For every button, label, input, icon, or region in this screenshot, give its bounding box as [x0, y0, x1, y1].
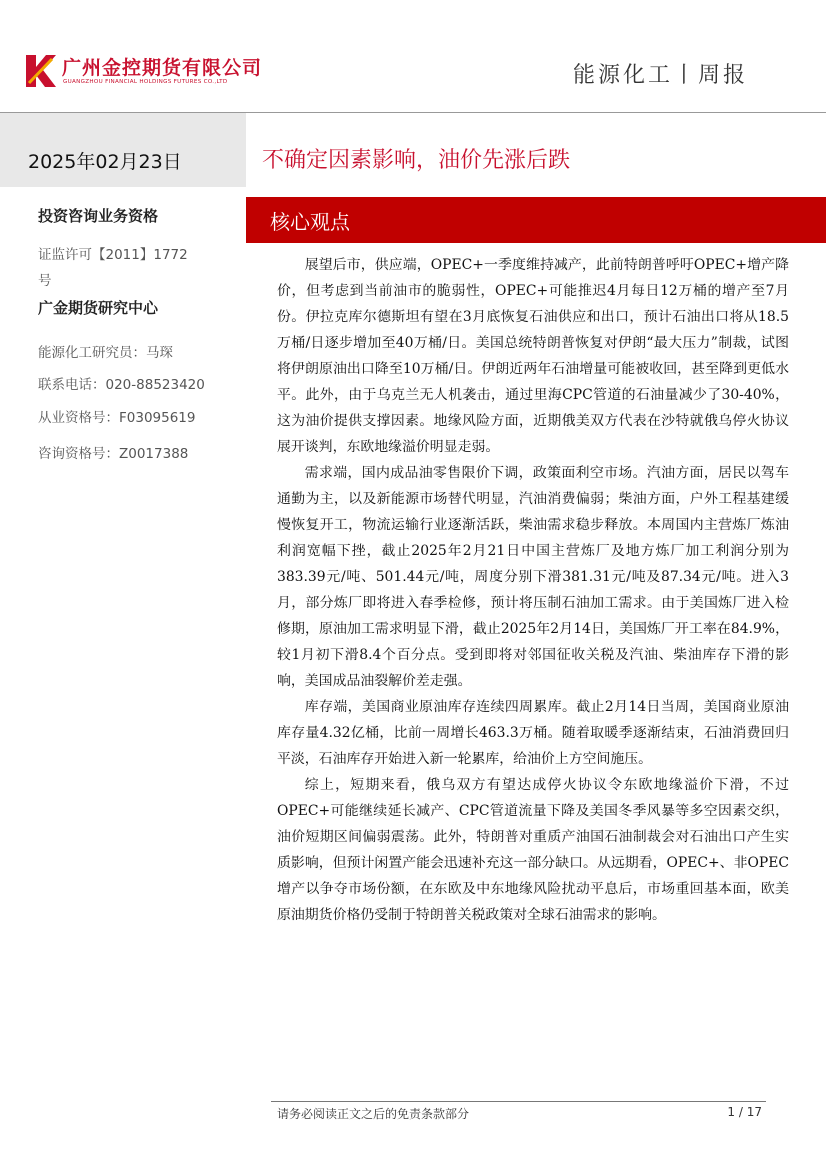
company-name-en: GUANGZHOU FINANCIAL HOLDINGS FUTURES CO.,LTD	[63, 79, 228, 85]
consult-cert: 咨询资格号：Z0017388	[38, 446, 189, 462]
contact-phone: 联系电话：020-88523420	[38, 377, 205, 393]
page-number: 1 / 17	[727, 1105, 762, 1119]
core-viewpoints	[277, 252, 789, 928]
researcher: 能源化工研究员：马琛	[38, 345, 173, 361]
license-line-2: 号	[38, 273, 52, 289]
paragraph-demand: 需求端，国内成品油零售限价下调，政策面利空市场。汽油方面，居民以驾车通勤为主，以及新能源市场替代明显，汽油消费偏弱；柴油方面，户外工程基建缓慢恢复开工，物流运输行业逐渐活跃，柴油需求稳步释放。本周国内主营炼厂炼油利润宽幅下挫，截止2025年2月21日中国主营炼厂及地方炼厂加工利润分别为383.39元/吨、501.44元/吨，周度分别下滑381.31元/吨及87.34元/吨。进入3月，部分炼厂即将进入春季检修，预计将压制石油加工需求。由于美国炼厂进入检修期，原油加工需求明显下滑，截止2025年2月14日，美国炼厂开工率在84.9%，较1月初下滑8.4个百分点。受到即将对邻国征收关税及汽油、柴油库存下滑的影响，美国成品油裂解价差走强。	[277, 465, 789, 689]
section-title: 核心观点	[270, 210, 350, 234]
license-line-1: 证监许可【2011】1772	[38, 247, 188, 263]
paragraph-supply: 展望后市，供应端，OPEC+一季度维持减产，此前特朗普呼吁OPEC+增产降价，但考虑到当前油市的脆弱性，OPEC+可能推迟4月每日12万桶的增产至7月份。伊拉克库尔德斯坦有望在3月底恢复石油供应和出口，预计石油出口将从18.5万桶/日逐步增加至40万桶/日。美国总统特朗普恢复对伊朗“最大压力”制裁，试图将伊朗原油出口降至10万桶/日。伊朗近两年石油增量可能被收回，甚至降到更低水平。此外，由于乌克兰无人机袭击，通过里海CPC管道的石油量减少了30-40%，这为油价提供支撑因素。地缘风险方面，近期俄美双方代表在沙特就俄乌停火协议展开谈判，东欧地缘溢价明显走弱。	[277, 257, 789, 455]
report-title: 不确定因素影响，油价先涨后跌	[262, 148, 571, 173]
report-date: 2025年02月23日	[28, 151, 182, 173]
section-header	[246, 197, 826, 243]
paragraph-inventory: 库存端，美国商业原油库存连续四周累库。截止2月14日当周，美国商业原油库存量4.32亿桶，比前一周增长463.3万桶。随着取暖季逐渐结束，石油消费回归平淡，石油库存开始进入新一轮累库，给油价上方空间施压。	[277, 699, 789, 767]
report-type: 能源化工丨周报	[572, 63, 748, 88]
footer-divider	[271, 1101, 766, 1102]
qualification-heading: 投资咨询业务资格	[38, 207, 159, 225]
company-logo	[24, 50, 274, 94]
paragraph-summary: 综上，短期来看，俄乌双方有望达成停火协议令东欧地缘溢价下滑，不过OPEC+可能继续延长减产、CPC管道流量下降及美国冬季风暴等多空因素交织，油价短期区间偏弱震荡。此外，特朗普对重质产油国石油制裁会对石油出口产生实质影响，但预计闲置产能会迅速补充这一部分缺口。从远期看，OPEC+、非OPEC增产以争夺市场份额，在东欧及中东地缘风险扰动平息后，市场重回基本面，欧美原油期货价格仍受制于特朗普关税政策对全球石油需求的影响。	[277, 777, 789, 923]
company-logo-k-icon	[24, 53, 57, 89]
research-center: 广金期货研究中心	[38, 299, 159, 317]
company-name: 广州金控期货有限公司	[62, 57, 263, 79]
practice-cert: 从业资格号：F03095619	[38, 410, 196, 426]
disclaimer-note: 请务必阅读正文之后的免责条款部分	[277, 1107, 470, 1121]
